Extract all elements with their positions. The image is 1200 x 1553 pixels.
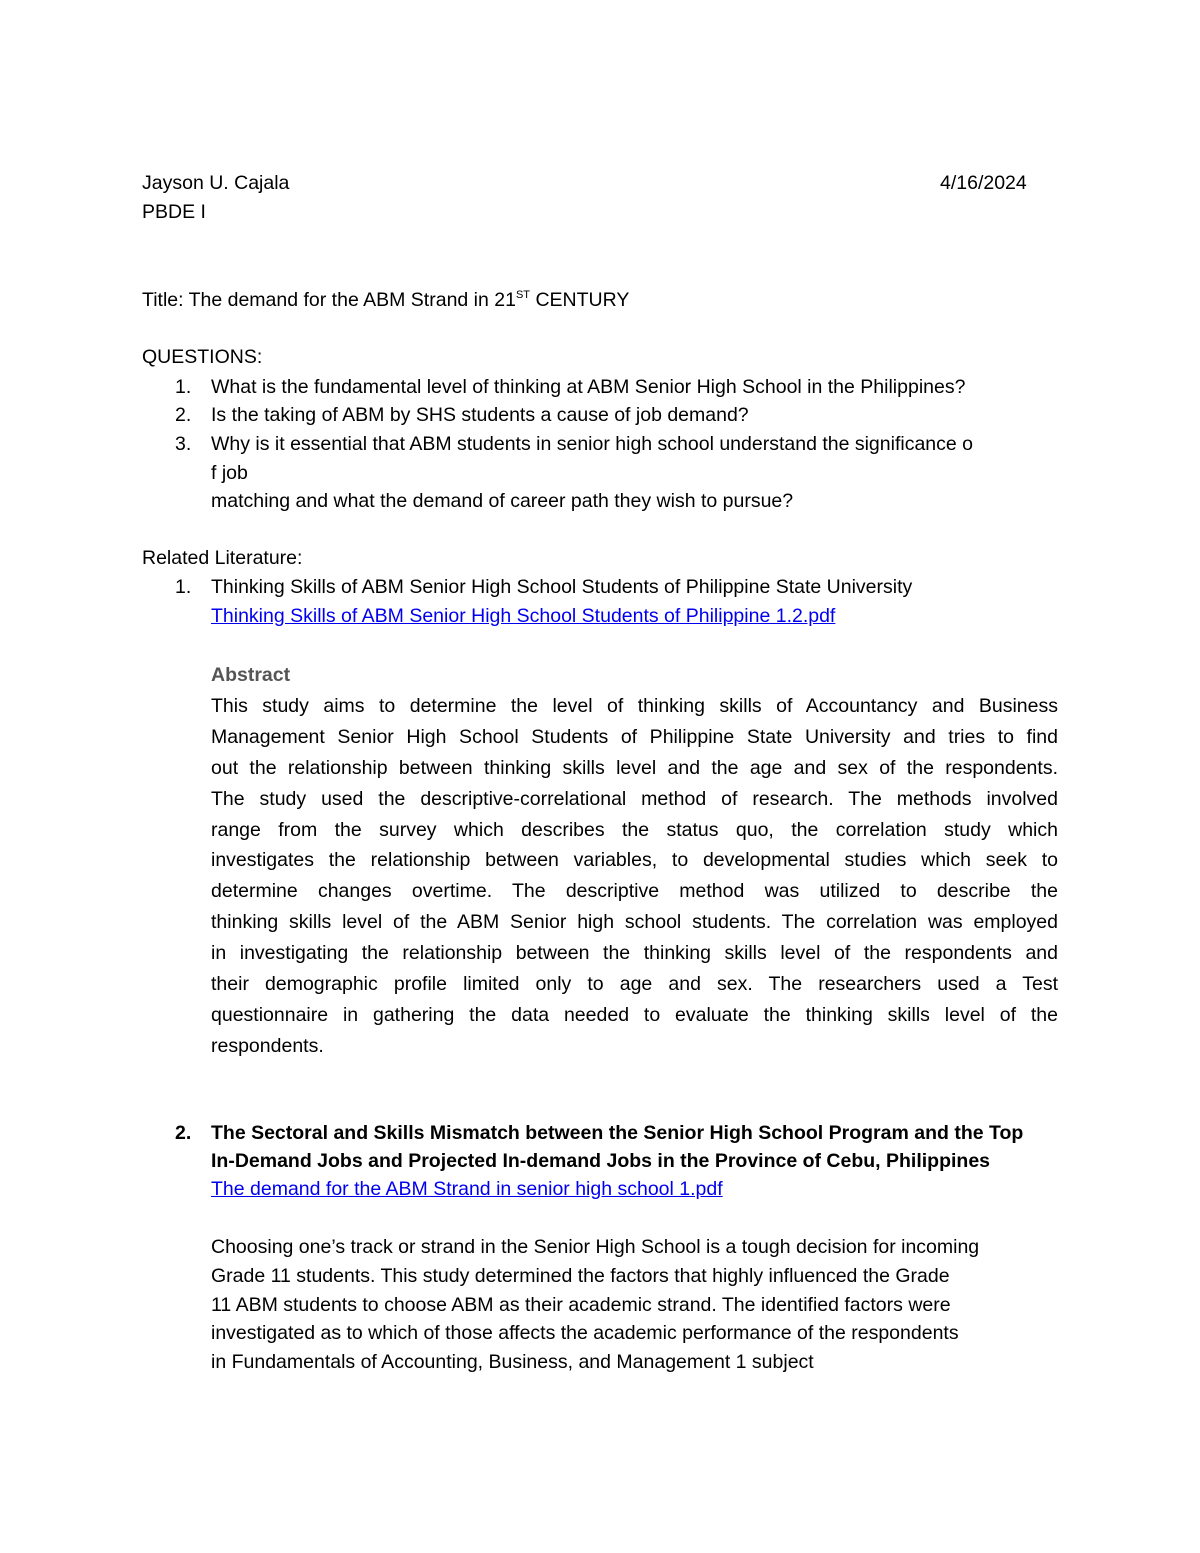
question-number: 1. xyxy=(175,376,192,398)
title-suffix: CENTURY xyxy=(530,289,630,311)
summary-line: Choosing one’s track or strand in the Senior High School is a tough decision for incoming xyxy=(211,1236,980,1258)
abstract-line: This study aims to determine the level of thinking skills of Accountancy and Business xyxy=(211,695,1058,717)
abstract-line: respondents. xyxy=(211,1035,324,1057)
abstract-line: Management Senior High School Students of Philippine State University and tries to find xyxy=(211,726,1058,748)
abstract-line: out the relationship between thinking skills level and the age and sex of the respondents. xyxy=(211,757,1058,779)
abstract-line: their demographic profile limited only to age and sex. The researchers used a Test xyxy=(211,973,1058,995)
abstract-line: questionnaire in gathering the data needed to evaluate the thinking skills level of the xyxy=(211,1004,1058,1026)
abstract-heading: Abstract xyxy=(211,664,291,686)
literature-title: Thinking Skills of ABM Senior High School Students of Philippine State University xyxy=(211,576,913,598)
question-text: matching and what the demand of career path they wish to pursue? xyxy=(211,490,794,512)
summary-line: investigated as to which of those affects the academic performance of the respondents xyxy=(211,1322,959,1344)
abstract-line: thinking skills level of the ABM Senior high school students. The correlation was employed xyxy=(211,911,1058,933)
question-number: 2. xyxy=(175,404,192,426)
summary-line: 11 ABM students to choose ABM as their academic strand. The identified factors were xyxy=(211,1294,951,1316)
question-text: Why is it essential that ABM students in senior high school understand the significance o xyxy=(211,433,974,455)
question-text: Is the taking of ABM by SHS students a cause of job demand? xyxy=(211,404,749,426)
literature-title: The Sectoral and Skills Mismatch between the Senior High School Program and the Top xyxy=(211,1122,1024,1144)
abstract-line: range from the survey which describes the status quo, the correlation study which xyxy=(211,819,1058,841)
question-text: What is the fundamental level of thinking at ABM Senior High School in the Philippines? xyxy=(211,376,966,398)
related-literature-heading: Related Literature: xyxy=(142,547,303,569)
abstract-line: in investigating the relationship between the thinking skills level of the respondents and xyxy=(211,942,1058,964)
title-superscript: ST xyxy=(515,289,531,301)
document-title xyxy=(142,289,629,312)
summary-line: in Fundamentals of Accounting, Business, and Management 1 subject xyxy=(211,1351,814,1373)
abstract-line: investigates the relationship between variables, to developmental studies which seek to xyxy=(211,849,1058,871)
literature-pdf-link[interactable]: Thinking Skills of ABM Senior High School Students of Philippine 1.2.pdf xyxy=(211,605,836,627)
question-number: 3. xyxy=(175,433,192,455)
title-prefix: Title: The demand for the ABM Strand in 21 xyxy=(142,289,516,311)
literature-number: 2. xyxy=(175,1122,192,1144)
literature-number: 1. xyxy=(175,576,192,598)
abstract-line: The study used the descriptive-correlational method of research. The methods involved xyxy=(211,788,1058,810)
question-text: f job xyxy=(211,462,248,484)
questions-heading: QUESTIONS: xyxy=(142,346,263,368)
author-name: Jayson U. Cajala xyxy=(142,172,290,194)
course-code: PBDE I xyxy=(142,201,206,223)
literature-title: In-Demand Jobs and Projected In-demand Jobs in the Province of Cebu, Philippines xyxy=(211,1150,991,1172)
document-date: 4/16/2024 xyxy=(940,172,1027,194)
summary-line: Grade 11 students. This study determined the factors that highly influenced the Grade xyxy=(211,1265,950,1287)
literature-pdf-link[interactable]: The demand for the ABM Strand in senior high school 1.pdf xyxy=(211,1178,723,1200)
abstract-line: determine changes overtime. The descriptive method was utilized to describe the xyxy=(211,880,1058,902)
